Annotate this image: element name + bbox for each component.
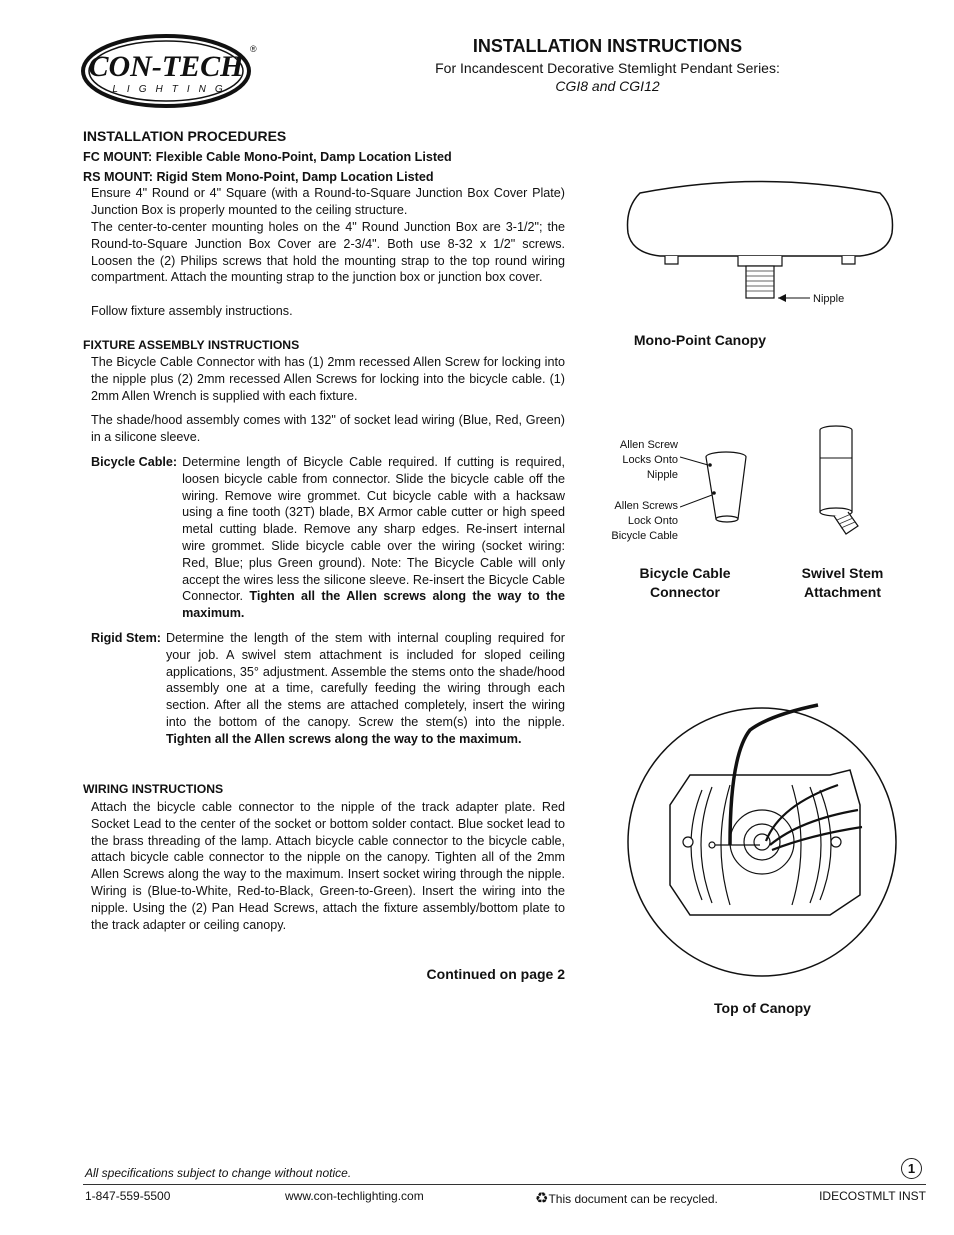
rigid-stem-label: Rigid Stem: xyxy=(91,631,161,645)
website-link[interactable]: www.con-techlighting.com xyxy=(285,1189,424,1203)
fixture-heading: FIXTURE ASSEMBLY INSTRUCTIONS xyxy=(83,338,300,352)
top-canopy-caption: Top of Canopy xyxy=(714,1000,811,1016)
swivel-stem-illustration xyxy=(810,422,870,547)
bicycle-cable-bold: Tighten all the Allen screws along the way to the maximum. xyxy=(182,589,565,621)
recycle-icon: ♻ xyxy=(535,1190,549,1207)
procedures-paragraph-3: Follow fixture assembly instructions. xyxy=(91,304,293,318)
allen-cable-line-1: Allen Screws xyxy=(614,500,678,512)
swivel-caption-line-1: Swivel Stem xyxy=(801,565,884,581)
series-name: CGI8 and CGI12 xyxy=(555,78,660,94)
canopy-illustration xyxy=(620,178,910,308)
rigid-stem-body xyxy=(166,630,565,748)
recycle-note xyxy=(535,1189,718,1207)
swivel-caption-line-2: Attachment xyxy=(803,584,881,600)
allen-cable-line-2: Lock Onto xyxy=(627,515,678,527)
allen-nipple-line-2: Locks Onto xyxy=(622,454,678,466)
page-title: INSTALLATION INSTRUCTIONS xyxy=(472,36,743,56)
allen-nipple-line-1: Allen Screw xyxy=(619,439,678,451)
wiring-paragraph: Attach the bicycle cable connector to the nipple of the track adapter plate. Red Socket Lead to the center of the socket or bottom solder contact. Blue socket lead to the brass threading of the lamp. Attach bicycle cable connector to the bicycle cable, attach bicycle cable connector to the nipple on the canopy. Tighten all of the 2mm Allen Screws along the way to the maximum. Insert socket wiring through the nipple. Wiring is (Blue-to-White, Red-to-Black, Green-to-Green). Insert the wiring into the nipple. Using the (2) Pan Head Screws, attach the fixture assembly/bottom plate to the track adapter or ceiling canopy. xyxy=(91,800,565,932)
allen-cable-line-3: Bicycle Cable xyxy=(611,530,678,542)
spec-notice: All specifications subject to change without notice. xyxy=(85,1166,352,1180)
procedures-paragraph-1: Ensure 4" Round or 4" Square (with a Round-to-Square Junction Box Cover Plate) Junction Box is properly mounted to the ceiling structure. xyxy=(91,186,565,217)
logo-sub-text: LIGHTING xyxy=(112,84,232,95)
connector-caption-line-2: Connector xyxy=(650,584,720,600)
nipple-label: Nipple xyxy=(813,293,845,305)
connector-caption-line-1: Bicycle Cable xyxy=(639,565,731,581)
continued-note: Continued on page 2 xyxy=(426,966,565,982)
rigid-stem-text: Determine the length of the stem with internal coupling required for your job. A swivel stem attachment is included for sloped ceiling applications, 35° adjustment. Assemble the stems onto the shade/hood assembly one at a time, carefully feeding the wiring through each section. After all the stems are attached completely, insert the wiring into the bottom of the canopy. Screw the stem(s) into the nipple. xyxy=(165,631,565,729)
fc-mount-heading: FC MOUNT: Flexible Cable Mono-Point, Damp Location Listed xyxy=(83,150,452,164)
recycle-text: This document can be recycled. xyxy=(548,1192,718,1206)
top-of-canopy-illustration xyxy=(620,695,905,985)
registered-mark: ® xyxy=(250,44,257,54)
procedures-heading: INSTALLATION PROCEDURES xyxy=(83,128,287,144)
logo-brand-text: CON-TECH xyxy=(88,50,244,83)
bicycle-cable-body xyxy=(182,454,565,622)
connector-caption xyxy=(615,564,755,602)
rigid-stem-bold: Tighten all the Allen screws along the way to the maximum. xyxy=(165,731,522,746)
canopy-caption: Mono-Point Canopy xyxy=(633,332,767,348)
bicycle-cable-text: Determine length of Bicycle Cable required. If cutting is required, loosen bicycle cable from connector. Slide the bicycle cable off the wiring. Remove wire grommet. Cut bicycle cable with a hacksaw using a fine tooth (32T) blade, BX Armor cable cutter or high speed metal cutting blade. Remove any sharp edges. Re-insert internal wire grommet. Slide bicycle cable over the wiring (socket wiring: Red, Blue; plus Green ground). Note: The Bicycle Cable will only accept the wires less the silicone sleeve. Re-insert the Bicycle Cable Connector. xyxy=(182,455,565,604)
bicycle-cable-section xyxy=(91,454,565,622)
wiring-heading: WIRING INSTRUCTIONS xyxy=(83,782,224,796)
connector-illustration xyxy=(680,445,760,530)
document-code: IDECOSTMLT INST xyxy=(819,1189,926,1203)
phone-number: 1-847-559-5500 xyxy=(85,1189,171,1203)
allen-nipple-line-3: Nipple xyxy=(646,469,678,481)
allen-screw-nipple-label xyxy=(590,438,678,483)
allen-screws-cable-label xyxy=(590,499,678,544)
rigid-stem-section xyxy=(91,630,565,748)
bicycle-cable-label: Bicycle Cable: xyxy=(91,455,178,469)
footer-divider xyxy=(83,1184,926,1185)
fixture-paragraph-1: The Bicycle Cable Connector with has (1) 2mm recessed Allen Screw for locking into the nipple plus (2) 2mm recessed Allen Screws for locking into the bicycle cable. (1) 2mm Allen Wrench is supplied with each fixture. xyxy=(91,355,565,403)
procedures-paragraph-2: The center-to-center mounting holes on the 4" Round Junction Box are 3-1/2"; the Round-to-Square Junction Box Cover are 2-3/4". Both use 8-32 x 1/2" screws. Loosen the (2) Philips screws that hold the mounting strap to the top round wiring compartment. Attach the mounting strap to the junction box or junction box cover. xyxy=(91,220,565,285)
swivel-caption xyxy=(780,564,905,602)
rs-mount-heading: RS MOUNT: Rigid Stem Mono-Point, Damp Location Listed xyxy=(83,170,434,184)
fixture-paragraph-2: The shade/hood assembly comes with 132" of socket lead wiring (Blue, Red, Green) in a silicone sleeve. xyxy=(91,413,565,444)
page-subtitle: For Incandescent Decorative Stemlight Pendant Series: xyxy=(435,60,780,76)
page-number: 1 xyxy=(901,1158,922,1179)
brand-logo xyxy=(80,30,260,110)
